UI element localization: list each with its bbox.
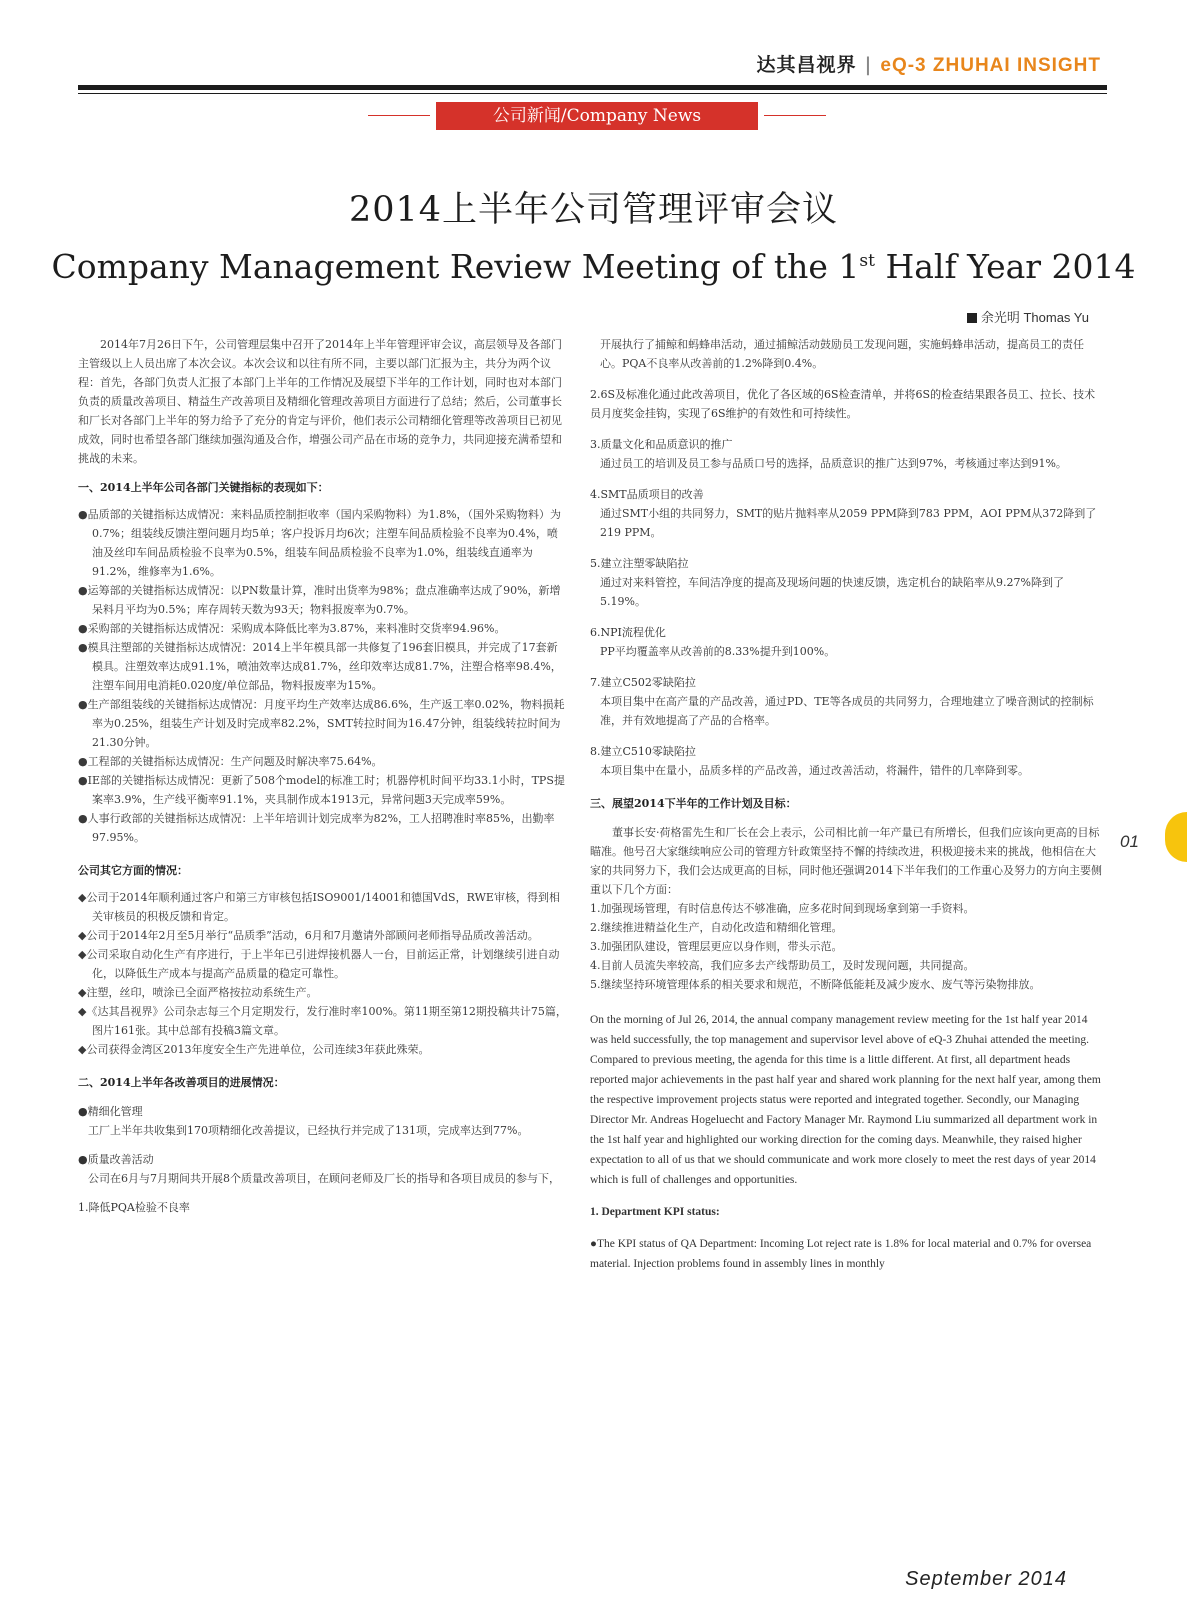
kpi-item-production: ●生产部组装线的关键指标达成情况：月度平均生产效率达成86.6%，生产返工率0.02%，物料损耗率为0.25%，组装生产计划及时完成率82.2%，SMT转拉时间为16.47分钟，组装线转拉时间为21.30分钟。 [78, 698, 565, 749]
header-rule-thick [78, 85, 1107, 90]
kpi-item-purchasing: ●采购部的关键指标达成情况：采购成本降低比率为3.87%，来料准时交货率94.96%。 [78, 622, 506, 635]
title-english-main: Company Management Review Meeting of the 1 [51, 247, 860, 286]
section-label: 公司新闻/Company News [436, 102, 758, 130]
other-item: ◆公司采取自动化生产有序进行，于上半年已引进焊接机器人一台，目前运正常，计划继续引进自动化，以降低生产成本与提高产品质量的稳定可靠性。 [78, 948, 560, 980]
other-item: ◆《达其昌视界》公司杂志每三个月定期发行，发行准时率100%。第11期至第12期投稿共计75篇，图片161张。其中总部有投稿3篇文章。 [78, 1005, 567, 1037]
kpi-item-engineering: ●工程部的关键指标达成情况：生产问题及时解决率75.64%。 [78, 755, 383, 768]
kpi-item-molding: ●模具注塑部的关键指标达成情况：2014上半年模具部一共修复了196套旧模具，并完成了17套新模具。注塑效率达成91.1%，喷油效率达成81.7%，丝印效率达成81.7%，注塑合格率98.4%，注塑车间用电消耗0.020度/单位部品，物料报废率为15%。 [78, 641, 562, 692]
header-brand [756, 50, 1101, 77]
project-item-title: 8.建立C510零缺陷拉 [590, 745, 696, 758]
project-title-lean: ●精细化管理 [78, 1105, 143, 1118]
project-item-title: 3.质量文化和品质意识的推广 [590, 438, 733, 451]
project-item-body: 通过SMT小组的共同努力，SMT的贴片抛料率从2059 PPM降到783 PPM，AOI PPM从372降到了219 PPM。 [600, 507, 1097, 539]
intro-paragraph: 2014年7月26日下午，公司管理层集中召开了2014年上半年管理评审会议，高层领导及各部门主管级以上人员出席了本次会议。本次会议和以往有所不同，主要以部门汇报为主，共分为两个议程：首先，各部门负责人汇报了本部门上半年的工作情况及展望下半年的工作计划，同时也对本部门负责的质量改善项目、精益生产改善项目及精细化管理改善项目方面进行了总结；然后，公司董事长和厂长对各部门上半年的努力给予了充分的肯定与评价，他们表示公司精细化管理等改善项目已初见成效，同时也希望各部门继续加强沟通及合作，增强公司产品在市场的竞争力，共同迎接充满希望和挑战的未来。 [78, 338, 562, 465]
english-kpi-qa: ●The KPI status of QA Department: Incoming Lot reject rate is 1.8% for local material and 0.7% for oversea material. Injection problems found in assembly lines in monthly [590, 1238, 1092, 1270]
english-summary: On the morning of Jul 26, 2014, the annual company management review meeting for the 1st half year 2014 was held successfully, the top management and supervisor level above of eQ-3 Zhuhai attended the meeting. Compared to previous meeting, the agenda for this time is a little different. At first, all department heads reported major achievements in the past half year and shared work planning for the next half year, among them the respective improvement projects status were reported and integrated together. Secondly, our Managing Director Mr. Andreas Hogeluecht and Factory Manager Mr. Raymond Liu summarized all department work in the 1st half year and highlighted our working direction for the coming days. Meanwhile, they raised higher expectation to all of us that we should communicate and work more closely to meet the rest days of year 2014 which is full of challenges and opportunities. [590, 1014, 1101, 1186]
other-item: ◆公司于2014年顺利通过客户和第三方审核包括ISO9001/14001和德国VdS，RWE审核，得到相关审核员的积极反馈和肯定。 [78, 891, 560, 923]
page-number: 01 [1120, 832, 1139, 851]
project-item-title: 4.SMT品质项目的改善 [590, 488, 704, 501]
section-heading-other: 公司其它方面的情况： [78, 864, 188, 877]
project-item-body: 本项目集中在量小，品质多样的产品改善，通过改善活动，将漏件，错件的几率降到零。 [600, 764, 1029, 777]
pqa-continuation: 开展执行了捕鲸和蚂蜂串活动，通过捕鲸活动鼓励员工发现问题，实施蚂蜂串活动，提高员工的责任心。PQA不良率从改善前的1.2%降到0.4%。 [600, 338, 1084, 370]
goal-item: 5.继续坚持环境管理体系的相关要求和规范，不断降低能耗及减少废水、废气等污染物排放。 [590, 978, 1041, 991]
project-item-title: 5.建立注塑零缺陷拉 [590, 557, 689, 570]
project-item-body: 通过对来料管控，车间洁净度的提高及现场问题的快速反馈，选定机台的缺陷率从9.27%降到了5.19%。 [600, 576, 1064, 608]
project-item-body: 本项目集中在高产量的产品改善，通过PD、TE等各成员的共同努力，合理地建立了噪音测试的控制标准，并有效地提高了产品的合格率。 [600, 695, 1094, 727]
title-english-sup: st [859, 251, 875, 271]
kpi-item-hr: ●人事行政部的关键指标达成情况：上半年培训计划完成率为82%，工人招聘准时率85%，出勤率97.95%。 [78, 812, 555, 844]
header-rule-thin [78, 93, 1107, 94]
other-list [78, 888, 567, 1059]
project-body-quality: 公司在6月与7月期间共开展8个质量改善项目，在顾问老师及厂长的指导和各项目成员的参与下， [88, 1172, 560, 1185]
byline [967, 307, 1089, 326]
project-title-pqa: 1.降低PQA检验不良率 [78, 1201, 190, 1214]
byline-author: 余光明 Thomas Yu [980, 310, 1089, 325]
right-column [590, 335, 1102, 1274]
other-item: ◆注塑，丝印，喷涂已全面严格按拉动系统生产。 [78, 986, 318, 999]
english-heading-kpi: 1. Department KPI status: [590, 1206, 720, 1218]
section-heading-2: 二、2014上半年各改善项目的进展情况： [78, 1076, 285, 1089]
project-item-body: PP平均覆盖率从改善前的8.33%提升到100%。 [600, 645, 836, 658]
section-rule-right [764, 115, 826, 116]
project-body-lean: 工厂上半年共收集到170项精细化改善提议，已经执行并完成了131项，完成率达到77%。 [88, 1124, 529, 1137]
goal-item: 4.目前人员流失率较高，我们应多去产线帮助员工，及时发现问题，共同提高。 [590, 959, 975, 972]
outlook-paragraph: 董事长安·荷格雷先生和厂长在会上表示，公司相比前一年产量已有所增长，但我们应该向更高的目标瞄准。他号召大家继续响应公司的管理方针政策坚持不懈的持续改进，积极迎接未来的挑战，他相信在大家的共同努力下，我们会达成更高的目标，同时他还强调2014下半年我们的工作重心及努力的方向主要侧重以下几个方面： [590, 826, 1102, 896]
goal-item: 1.加强现场管理，有时信息传达不够准确，应多花时间到现场拿到第一手资料。 [590, 902, 975, 915]
section-rule-left [368, 115, 430, 116]
title-english-end: Half Year 2014 [874, 247, 1136, 286]
title-english [0, 247, 1187, 286]
goal-item: 2.继续推进精益化生产，自动化改造和精细化管理。 [590, 921, 843, 934]
footer-date: September 2014 [905, 1568, 1067, 1590]
project-item-title: 7.建立C502零缺陷拉 [590, 676, 696, 689]
kpi-item-logistics: ●运筹部的关键指标达成情况：以PN数量计算，准时出货率为98%；盘点准确率达成了90%，新增呆料月平均为0.5%；库存周转天数为93天；物料报废率为0.7%。 [78, 584, 561, 616]
other-item: ◆公司获得金湾区2013年度安全生产先进单位，公司连续3年获此殊荣。 [78, 1043, 430, 1056]
section-heading-3: 三、展望2014下半年的工作计划及目标： [590, 797, 797, 810]
project-title-quality: ●质量改善活动 [78, 1153, 154, 1166]
byline-square-icon [967, 313, 977, 323]
section-heading-1: 一、2014上半年公司各部门关键指标的表现如下： [78, 481, 329, 494]
goal-list [590, 899, 1102, 994]
brand-separator: | [864, 54, 873, 76]
kpi-list [78, 505, 567, 847]
left-column [78, 335, 567, 1217]
brand-english: eQ-3 ZHUHAI INSIGHT [880, 55, 1101, 76]
kpi-item-qa: ●品质部的关键指标达成情况：来料品质控制拒收率（国内采购物料）为1.8%，（国外采购物料）为0.7%；组装线反馈注塑问题月均5单；客户投诉月均6次；注塑车间品质检验不良率为0.4%，喷油及丝印车间品质检验不良率为0.5%，组装车间品质检验不良率为1.0%，组装线直通率为91.2%，维修率为1.6%。 [78, 508, 562, 578]
kpi-item-ie: ●IE部的关键指标达成情况：更新了508个model的标准工时；机器停机时间平均33.1小时，TPS提案率3.9%，生产线平衡率91.1%，夹具制作成本1913元，异常问题3天完成率59%。 [78, 774, 565, 806]
page-tab-marker [1165, 812, 1187, 862]
project-item-body: 通过员工的培训及员工参与品质口号的选择，品质意识的推广达到97%，考核通过率达到91%。 [600, 457, 1067, 470]
project-item-title: 6.NPI流程优化 [590, 626, 666, 639]
title-chinese: 2014上半年公司管理评审会议 [348, 190, 839, 230]
brand-chinese: 达其昌视界 [756, 54, 857, 76]
project-item-title: 2.6S及标准化通过此改善项目，优化了各区域的6S检查清单，并将6S的检查结果跟各员工、拉长、技术员月度奖金挂钩，实现了6S维护的有效性和可持续性。 [590, 388, 1096, 420]
goal-item: 3.加强团队建设，管理层更应以身作则，带头示范。 [590, 940, 843, 953]
other-item: ◆公司于2014年2月至5月举行“品质季”活动，6月和7月邀请外部顾问老师指导品质改善活动。 [78, 929, 539, 942]
